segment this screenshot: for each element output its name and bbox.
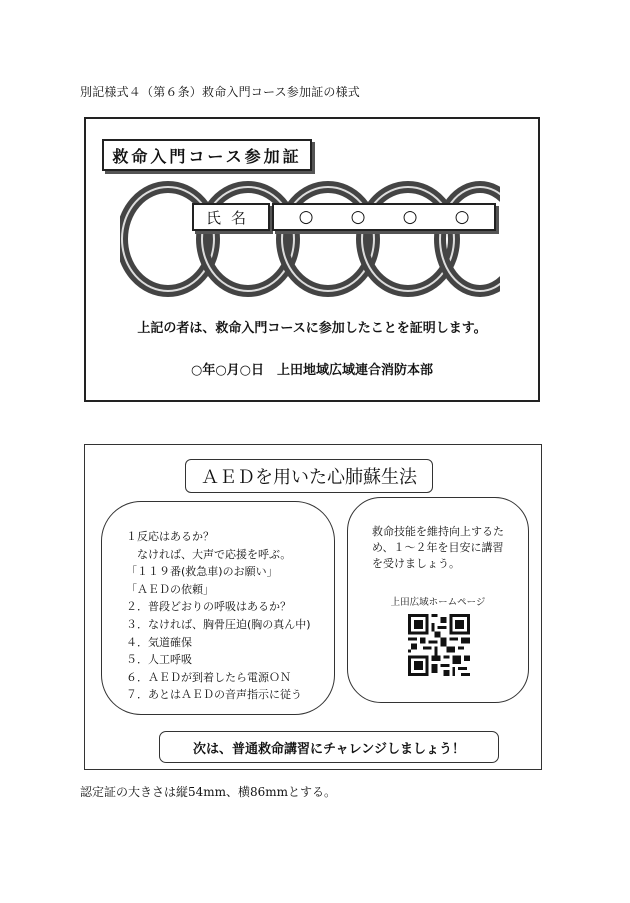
issuer-line: ○年○月○日 上田地域広域連合消防本部 <box>190 363 434 378</box>
name-placeholder: ○ <box>454 207 470 227</box>
aed-instructions-card <box>84 444 542 770</box>
cpr-step: 「１１９番(救急車)のお願い」 <box>126 565 278 579</box>
participation-certificate-card <box>84 117 540 402</box>
qr-code-icon[interactable] <box>408 614 470 676</box>
size-note: 認定証の大きさは縦54mm、横86mmとする。 <box>80 785 337 799</box>
cpr-step: 「ＡＥＤの依頼」 <box>126 582 214 596</box>
name-placeholder: ○ <box>350 207 366 227</box>
certificate-title: 救命入門コース参加証 <box>102 139 312 171</box>
training-info-box <box>347 497 529 703</box>
cpr-step: なければ、大声で応援を呼ぶ。 <box>126 547 292 561</box>
chain-illustration <box>120 181 500 311</box>
cpr-step: ４．気道確保 <box>126 635 192 649</box>
aed-cpr-title: ＡＥＤを用いた心肺蘇生法 <box>185 459 433 493</box>
cpr-steps-box <box>101 501 335 715</box>
name-field <box>272 203 496 231</box>
cpr-step: ３．なければ、胸骨圧迫(胸の真ん中) <box>126 617 311 631</box>
name-label: 氏名 <box>192 203 270 231</box>
cpr-step: ５．人工呼吸 <box>126 653 192 667</box>
document-heading: 別記様式４（第６条）救命入門コース参加証の様式 <box>80 85 361 99</box>
cpr-step: ６．ＡＥＤが到着したら電源ＯＮ <box>126 670 291 684</box>
cpr-step: ２．普段どおりの呼吸はあるか？ <box>126 600 291 614</box>
certification-statement: 上記の者は、救命入門コースに参加したことを証明します。 <box>137 321 487 336</box>
homepage-label: 上田広域ホームページ <box>390 597 486 608</box>
cpr-step: １反応はあるか？ <box>126 530 214 543</box>
name-placeholder: ○ <box>298 207 314 227</box>
training-reminder-text: 救命技能を維持向上するため、１～２年を目安に講習を受けましょう。 <box>372 525 504 570</box>
next-course-banner: 次は、普通救命講習にチャレンジしましょう！ <box>159 731 499 763</box>
name-placeholder: ○ <box>402 207 418 227</box>
cpr-step: ７．あとはＡＥＤの音声指示に従う <box>126 688 302 702</box>
